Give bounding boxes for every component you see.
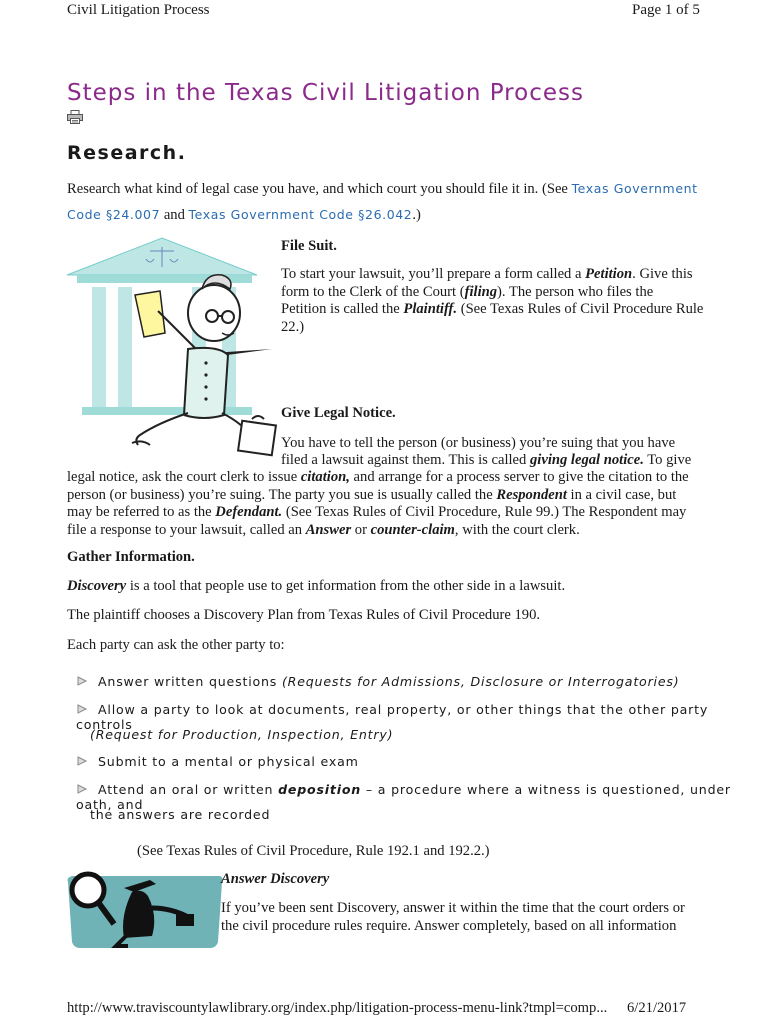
detective-magnifier-illustration xyxy=(64,868,224,955)
list-item-deposition: Attend an oral or written deposition – a procedure where a witness is questioned, under oath, and xyxy=(76,782,731,812)
notice-line6: file a response to your lawsuit, called an Answer or counter-claim, with the court clerk. xyxy=(67,521,580,538)
footer-url: http://www.traviscountylawlibrary.org/index.php/litigation-process-menu-link?tmpl=comp... xyxy=(67,1000,608,1016)
discovery-plan-text: The plaintiff chooses a Discovery Plan from Texas Rules of Civil Procedure 190. xyxy=(67,607,541,623)
bullet-icon xyxy=(76,703,88,715)
list-item-written-questions: Answer written questions (Requests for Admissions, Disclosure or Interrogatories) xyxy=(76,674,726,689)
discovery-definition: Discovery is a tool that people use to get information from the other side in a lawsuit. xyxy=(67,578,566,594)
file-suit-line2: form to the Clerk of the Court (filing). The person who files the xyxy=(281,283,654,300)
bullet-icon xyxy=(76,755,88,767)
rules-reference: (See Texas Rules of Civil Procedure, Rule 192.1 and 192.2.) xyxy=(137,843,490,859)
list-item-allow-inspection-cont: (Request for Production, Inspection, Entry) xyxy=(90,727,394,742)
answer-line2: the civil procedure rules require. Answer completely, based on all information xyxy=(221,917,677,934)
research-close-text: .) xyxy=(412,207,421,223)
file-suit-paragraph xyxy=(281,266,711,336)
page-number: Page 1 of 5 xyxy=(632,2,700,18)
notice-line4: person (or business) you’re suing. The party you sue is usually called the Respondent in a civil case, but xyxy=(67,486,677,503)
page-title: Steps in the Texas Civil Litigation Process xyxy=(67,80,584,106)
notice-line2: filed a lawsuit against them. This is called giving legal notice. To give xyxy=(281,452,692,468)
list-item-exam: Submit to a mental or physical exam xyxy=(76,754,359,769)
section-heading-answer-discovery: Answer Discovery xyxy=(221,871,330,887)
running-header-title: Civil Litigation Process xyxy=(67,2,210,18)
answer-line1: If you’ve been sent Discovery, answer it within the time that the court orders or xyxy=(221,900,685,916)
section-heading-research: Research. xyxy=(67,142,187,164)
file-suit-line3: Petition is called the Plaintiff. (See Texas Rules of Civil Procedure Rule xyxy=(281,301,704,317)
research-and-text: and xyxy=(160,207,189,223)
answer-paragraph xyxy=(221,900,721,935)
file-suit-line4: 22.) xyxy=(281,318,305,335)
link-texas-government-code-24007[interactable]: Code §24.007 xyxy=(67,207,161,222)
research-text: Research what kind of legal case you have, and which court you should file it in. (See xyxy=(67,181,572,197)
each-party-text: Each party can ask the other party to: xyxy=(67,637,285,653)
footer-date: 6/21/2017 xyxy=(627,1000,687,1016)
notice-paragraph-rest xyxy=(67,469,717,539)
list-item-allow-inspection: Allow a party to look at documents, real property, or other things that the other party controls xyxy=(76,702,709,732)
research-paragraph xyxy=(67,180,707,199)
bullet-icon xyxy=(76,783,88,795)
bullet-icon xyxy=(76,675,88,687)
link-texas-government-code-26042[interactable]: Texas Government Code §26.042 xyxy=(188,207,413,222)
file-suit-line1: To start your lawsuit, you’ll prepare a form called a Petition. Give this xyxy=(281,266,693,282)
list-item-deposition-cont: the answers are recorded xyxy=(90,807,271,822)
courthouse-running-man-illustration xyxy=(62,233,282,468)
notice-line1: You have to tell the person (or business) you’re suing that you have xyxy=(281,435,676,451)
research-paragraph-line2 xyxy=(67,206,421,225)
section-heading-file-suit: File Suit. xyxy=(281,238,337,254)
notice-line3: legal notice, ask the court clerk to issue citation, and arrange for a process server to give the citation to the xyxy=(67,469,689,485)
printer-icon[interactable] xyxy=(67,110,83,129)
section-heading-legal-notice: Give Legal Notice. xyxy=(281,405,396,421)
link-texas-government-code-24007-part1[interactable]: Texas Government xyxy=(571,181,698,196)
notice-line5: may be referred to as the Defendant. (See Texas Rules of Civil Procedure, Rule 99.) The Respondent may xyxy=(67,504,687,520)
section-heading-gather-information: Gather Information. xyxy=(67,549,195,565)
